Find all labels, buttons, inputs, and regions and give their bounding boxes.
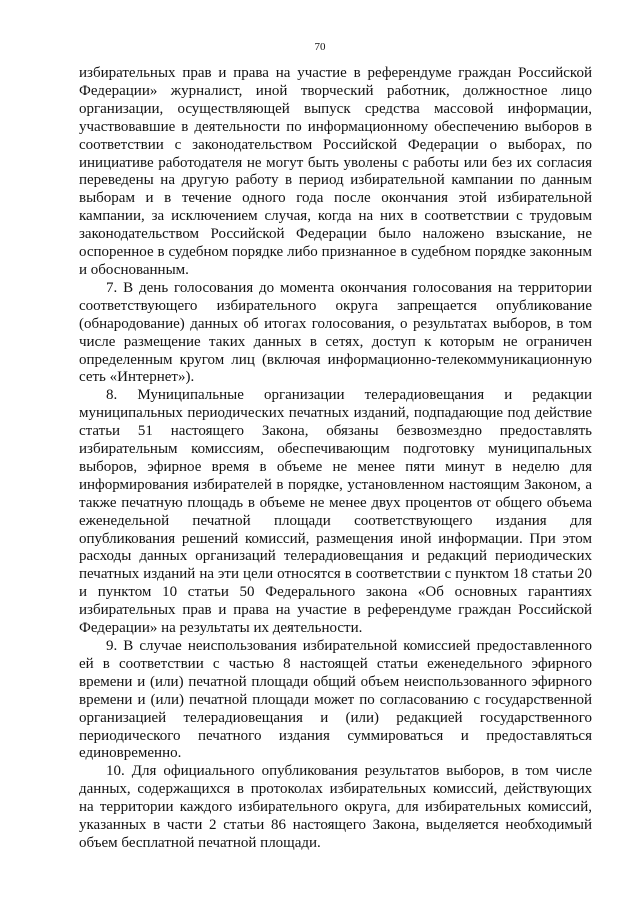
page-number: 70 <box>314 41 326 53</box>
paragraph-8: 8. Муниципальные организации телерадиовещания и редакции муниципальных периодических печатных изданий, подпадающие под действие статьи 51 настоящего Закона, обязаны безвозмездно предоставлять избирательным комиссиям, обеспечивающим подготовку муниципальных выборов, эфирное время в объеме не менее пяти минут в неделю для информирования избирателей в порядке, установленном настоящим Законом, а также печатную площадь в объеме не менее двух процентов от общего объема еженедельной печатной площади соответствующего издания для опубликования решений комиссий, размещения иной информации. При этом расходы данных организаций телерадиовещания и редакций периодических печатных изданий на эти цели относятся в соответствии с пунктом 18 статьи 20 и пунктом 10 статьи 50 Федерального закона «Об основных гарантиях избирательных прав и права на участие в референдуме граждан Российской Федерации» на результаты их деятельности. <box>79 387 592 637</box>
paragraph-7: 7. В день голосования до момента окончания голосования на территории соответствующего избирательного округа запрещается опубликование (обнародование) данных об итогах голосования, о результатах выборов, в том числе размещение таких данных в сетях, доступ к которым не ограничен определенным кругом лиц (включая информационно-телекоммуникационную сеть «Интернет»). <box>79 279 592 386</box>
document-body <box>79 65 592 853</box>
paragraph-9: 9. В случае неиспользования избирательной комиссией предоставленного ей в соответствии с частью 8 настоящей статьи еженедельного эфирного времени и (или) печатной площади общий объем неиспользованного эфирного времени и (или) печатной площади может по согласованию с государственной организацией телерадиовещания и (или) редакцией государственного периодического печатного издания суммироваться и предоставляться единовременно. <box>79 638 592 762</box>
paragraph-10: 10. Для официального опубликования результатов выборов, в том числе данных, содержащихся в протоколах избирательных комиссий, действующих на территории каждого избирательного округа, для избирательных комиссий, указанных в части 2 статьи 86 настоящего Закона, выделяется необходимый объем бесплатной печатной площади. <box>79 763 592 851</box>
paragraph-continuation: избирательных прав и права на участие в референдуме граждан Российской Федерации» журналист, иной творческий работник, должностное лицо организации, осуществляющей выпуск средства массовой информации, участвовавшие в деятельности по информационному обеспечению выборов в соответствии с законодательством Российской Федерации о выборах, по инициативе работодателя не могут быть уволены с работы или без их согласия переведены на другую работу в период избирательной кампании по данным выборам и в течение одного года после окончания этой избирательной кампании, за исключением случая, когда на них в соответствии с трудовым законодательством Российской Федерации было наложено взыскание, не оспоренное в судебном порядке либо признанное в судебном порядке законным и обоснованным. <box>79 65 592 278</box>
